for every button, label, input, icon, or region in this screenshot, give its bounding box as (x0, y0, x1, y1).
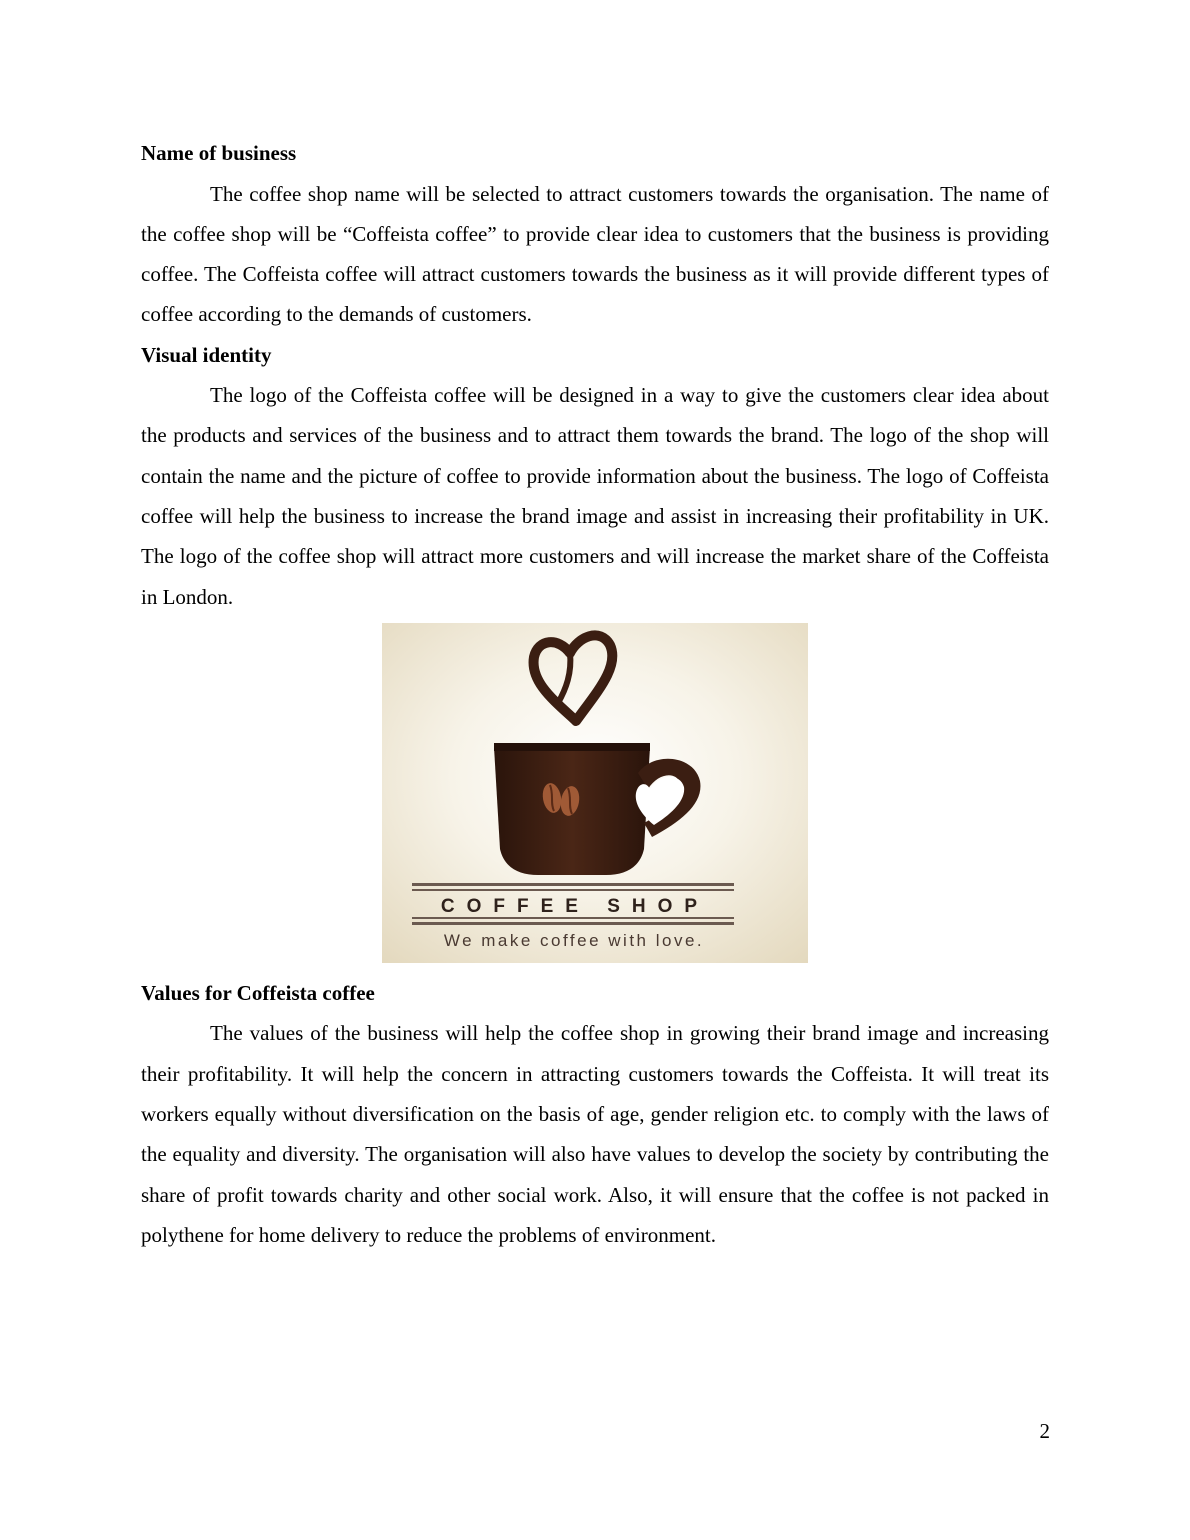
section-heading-name-of-business: Name of business (141, 141, 297, 165)
section-heading-values: Values for Coffeista coffee (141, 980, 375, 1005)
page-number: 2 (1039, 1419, 1050, 1443)
coffee-shop-logo-image (382, 623, 808, 963)
section-paragraph-values: The values of the business will help the coffee shop in growing their brand image and increasing their profitability. It will help the concern in attracting customers towards the Coffeista. It will treat its workers equally without diversification on the basis of age, gender religion etc. to comply with the laws of the equality and diversity. The organisation will also have values to develop the society by contributing the share of profit towards charity and other social work. Also, it will ensure that the coffee is not packed in polythene for home delivery to reduce the problems of environment. (141, 1021, 1049, 1247)
section-paragraph-visual-identity: The logo of the Coffeista coffee will be designed in a way to give the customers clear idea about the products and services of the business and to attract them towards the brand. The logo of the shop will contain the name and the picture of coffee to provide information about the business. The logo of Coffeista coffee will help the business to increase the brand image and assist in increasing their profitability in UK. The logo of the coffee shop will attract more customers and will increase the market share of the Coffeista in London. (141, 383, 1049, 609)
section-paragraph-name-of-business: The coffee shop name will be selected to attract customers towards the organisation. The name of the coffee shop will be “Coffeista coffee” to provide clear idea to customers that the business is providing coffee. The Coffeista coffee will attract customers towards the business as it will provide different types of coffee according to the demands of customers. (141, 181, 1049, 327)
logo-tagline: We make coffee with love. (443, 930, 705, 950)
logo-title: COFFEE SHOP (440, 895, 710, 917)
section-heading-visual-identity: Visual identity (141, 342, 272, 367)
document-page (141, 133, 1049, 1255)
